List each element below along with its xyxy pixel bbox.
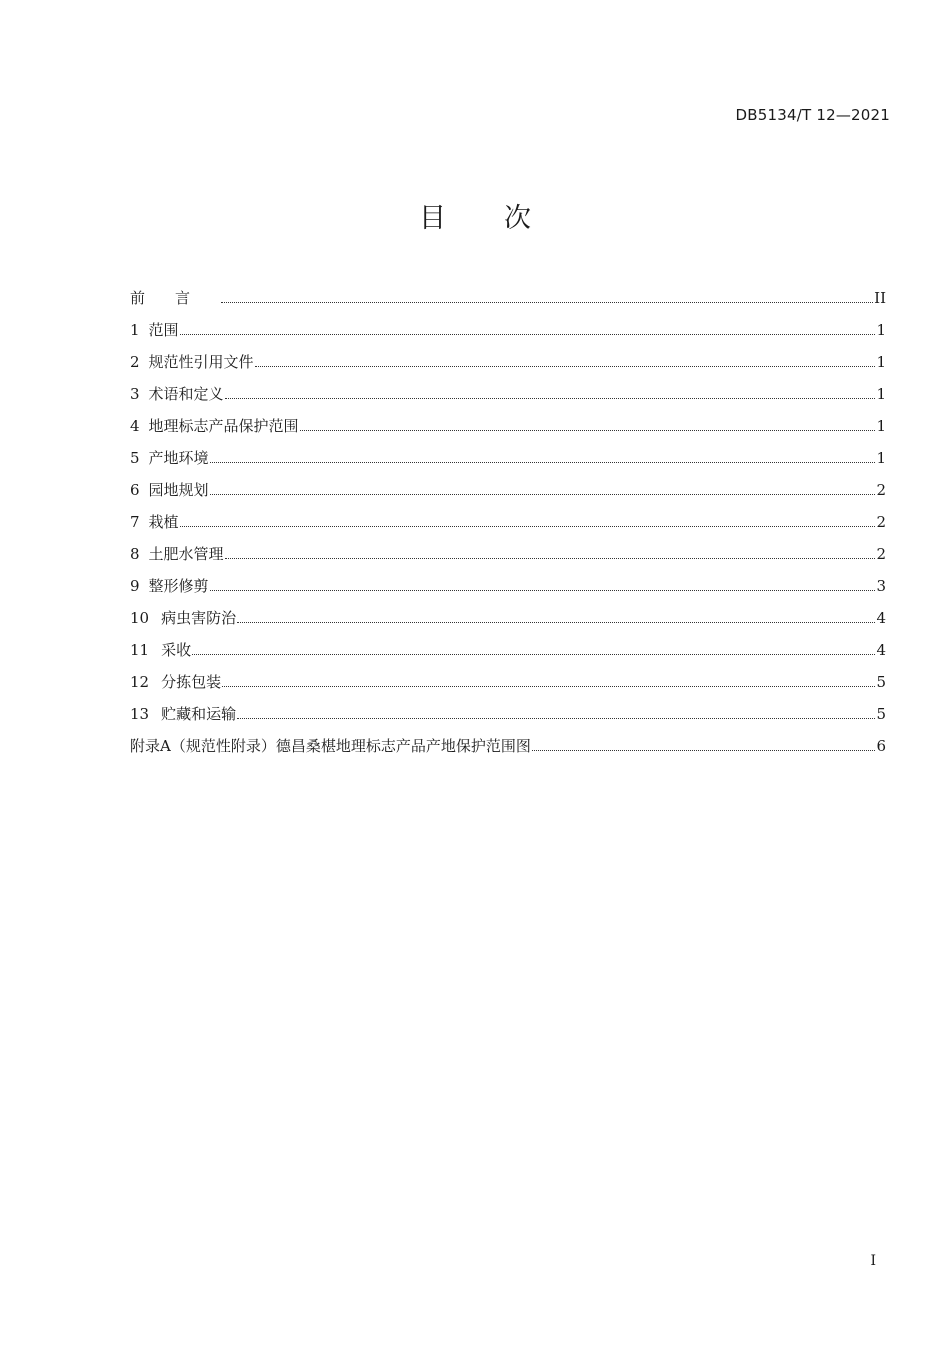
dot-leader (180, 334, 876, 335)
toc-entry-page: 3 (876, 577, 886, 595)
dot-leader (300, 430, 876, 431)
toc-entry-number: 6 (130, 481, 140, 499)
toc-entry-number: 8 (130, 545, 140, 563)
toc-entry-label: 术语和定义 (148, 385, 224, 403)
toc-entry-label: 分拣包装 (161, 673, 222, 691)
toc-entry-label: 园地规划 (148, 481, 209, 499)
dot-leader (225, 398, 876, 399)
toc-entry[interactable] (130, 660, 886, 692)
toc-entry-label: 病虫害防治 (161, 609, 237, 627)
dot-leader (237, 622, 875, 623)
dot-leader (192, 654, 875, 655)
toc-entry-label: 规范性引用文件 (148, 353, 254, 371)
toc-entry-number: 5 (130, 449, 140, 467)
toc-entry-number: 10 (130, 609, 150, 627)
toc-entry-page: 4 (876, 641, 886, 659)
toc-entry-page: 2 (876, 513, 886, 531)
toc-entry-label: 整形修剪 (148, 577, 209, 595)
toc-entry-number: 9 (130, 577, 140, 595)
toc-entry[interactable] (130, 372, 886, 404)
toc-entry[interactable] (130, 436, 886, 468)
toc-entry-page: 5 (876, 705, 886, 723)
toc-entry[interactable] (130, 532, 886, 564)
toc-entry-label: 贮藏和运输 (161, 705, 237, 723)
toc-entry[interactable] (130, 724, 886, 756)
toc-entry-page: 1 (876, 353, 886, 371)
toc-entry[interactable] (130, 468, 886, 500)
toc-entry-number: 7 (130, 513, 140, 531)
toc-entry[interactable] (130, 564, 886, 596)
toc-entry-page: 4 (876, 609, 886, 627)
page-number: I (870, 1253, 876, 1269)
toc-entry-page: II (874, 289, 886, 307)
toc-entry[interactable] (130, 596, 886, 628)
toc-entry-number: 1 (130, 321, 140, 339)
toc-entry[interactable] (130, 340, 886, 372)
dot-leader (210, 590, 876, 591)
toc-entry-page: 1 (876, 417, 886, 435)
dot-leader (532, 750, 876, 751)
toc-entry-label: 地理标志产品保护范围 (148, 417, 299, 435)
toc-entry-label: 前言 (130, 289, 221, 307)
toc-entry-label: 范围 (148, 321, 179, 339)
toc-entry-number: 13 (130, 705, 150, 723)
dot-leader (225, 558, 876, 559)
dot-leader (255, 366, 876, 367)
toc-entry[interactable] (130, 628, 886, 660)
document-code: DB5134/T 12—2021 (735, 106, 890, 124)
dot-leader (221, 302, 873, 303)
toc-entry[interactable] (130, 308, 886, 340)
toc-entry-number: 3 (130, 385, 140, 403)
toc-entry-number: 12 (130, 673, 150, 691)
dot-leader (180, 526, 876, 527)
toc-title: 目次 (419, 203, 589, 234)
dot-leader (210, 494, 876, 495)
toc-entry-label: 土肥水管理 (148, 545, 224, 563)
toc-entry[interactable] (130, 276, 886, 308)
toc-entry-label: 附录A（规范性附录）德昌桑椹地理标志产品产地保护范围图 (130, 737, 531, 755)
toc-entry-number: 2 (130, 353, 140, 371)
toc-entry-page: 1 (876, 321, 886, 339)
toc-entry-page: 5 (876, 673, 886, 691)
dot-leader (237, 718, 875, 719)
toc-entry[interactable] (130, 404, 886, 436)
toc-entry-label: 产地环境 (148, 449, 209, 467)
dot-leader (222, 686, 875, 687)
toc-entry[interactable] (130, 692, 886, 724)
toc-entry-page: 2 (876, 481, 886, 499)
toc-entry-page: 1 (876, 385, 886, 403)
toc-entry-number: 4 (130, 417, 140, 435)
toc-entry-label: 采收 (161, 641, 192, 659)
toc-entry-page: 6 (876, 737, 886, 755)
toc-entry-number: 11 (130, 641, 150, 659)
toc-entry[interactable] (130, 500, 886, 532)
toc-entry-page: 1 (876, 449, 886, 467)
dot-leader (210, 462, 876, 463)
toc-entry-label: 栽植 (148, 513, 179, 531)
toc-entry-page: 2 (876, 545, 886, 563)
table-of-contents (130, 276, 886, 756)
